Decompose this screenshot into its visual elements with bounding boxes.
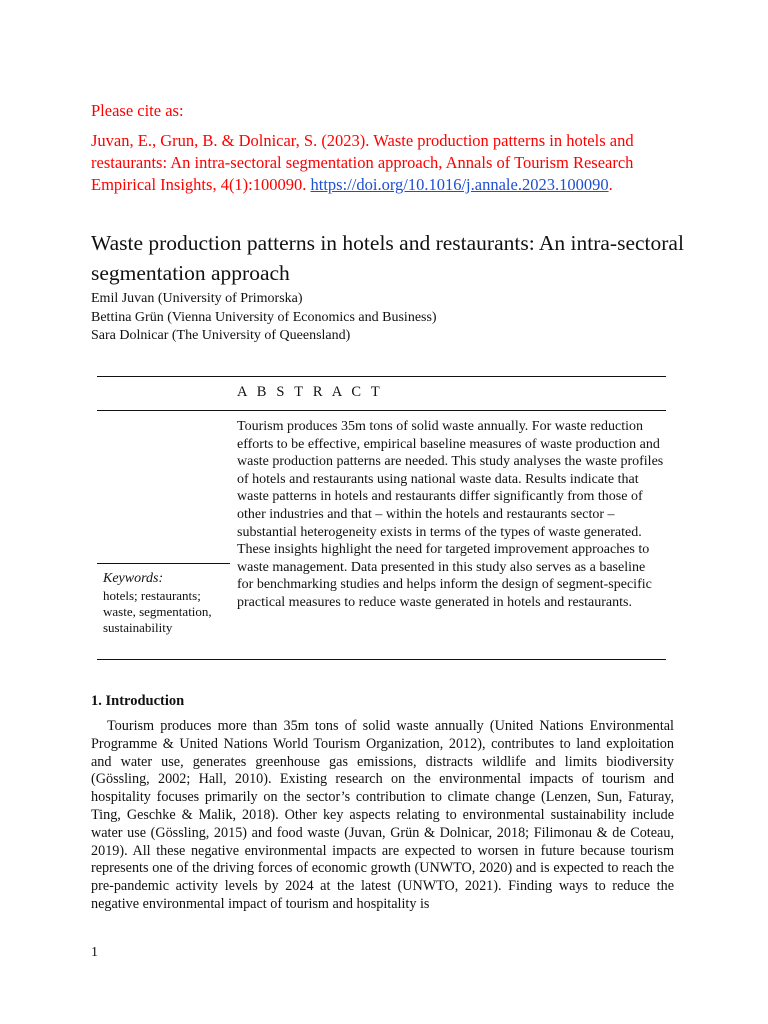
keywords-text: hotels; restaurants; waste, segmentation, sustainability bbox=[103, 588, 212, 635]
author-line: Sara Dolnicar (The University of Queensland) bbox=[91, 328, 351, 343]
introduction-paragraph: Tourism produces more than 35m tons of solid waste annually (United Nations Environmental Programme & United Nations World Tourism Organization, 2012), contributes to land exploitation and water use, generates greenhouse gas emissions, distracts wildlife and limits biodiversity (Gössling, 2002; Hall, 2010). Existing research on the environmental impacts of tourism and hospitality focuses primarily on the sector’s contribution to climate change (Lenzen, Sun, Faturay, Ting, Geschke & Malik, 2018). Other key aspects relating to environmental sustainability include water use (Gössling, 2015) and food waste (Juvan, Grün & Dolnicar, 2018; Filimonau & de Coteau, 2019). All these negative environmental impacts are expected to worsen in future because tourism represents one of the driving forces of economic growth (UNWTO, 2020) and is expected to reach the pre-pandemic activity levels by 2024 at the latest (UNWTO, 2021). Finding ways to reduce the negative environmental impact of tourism and hospitality is bbox=[91, 718, 674, 912]
keywords-label: Keywords: bbox=[103, 571, 164, 586]
cite-heading: Please cite as: bbox=[91, 101, 184, 120]
abstract-header-rule bbox=[97, 410, 666, 411]
doi-link[interactable]: https://doi.org/10.1016/j.annale.2023.100090 bbox=[310, 175, 609, 194]
citation-reference: Juvan, E., Grun, B. & Dolnicar, S. (2023). Waste production patterns in hotels and restaurants: An intra-sectoral segmentation approach, Annals of Tourism Research Empirical Insights, 4(1):100090. bbox=[91, 131, 634, 194]
author-line: Emil Juvan (University of Primorska) bbox=[91, 291, 303, 306]
author-list bbox=[91, 290, 437, 346]
citation-text bbox=[91, 130, 691, 196]
section-heading-introduction: 1. Introduction bbox=[91, 693, 185, 709]
abstract-top-rule bbox=[97, 376, 666, 377]
author-line: Bettina Grün (Vienna University of Economics and Business) bbox=[91, 309, 437, 325]
citation-period: . bbox=[608, 175, 613, 194]
abstract-text: Tourism produces 35m tons of solid waste annually. For waste reduction efforts to be effective, empirical baseline measures of waste production and waste production patterns are needed. This study analyses the waste profiles of hotels and restaurants using national waste data. Results indicate that waste patterns in hotels and restaurants differ significantly from those of other industries and that – within the hotels and restaurants sector – substantial heterogeneity exists in terms of the types of waste generated. These insights highlight the need for targeted improvement approaches to waste management. Data presented in this study also serves as a baseline for benchmarking studies and helps inform the design of segment-specific practical measures to reduce waste generated in hotels and restaurants. bbox=[237, 419, 664, 610]
page-number: 1 bbox=[91, 945, 98, 960]
paper-title: Waste production patterns in hotels and restaurants: An intra-sectoral segmentation approach bbox=[91, 231, 684, 285]
abstract-label: A B S T R A C T bbox=[237, 384, 383, 400]
abstract-bottom-rule bbox=[97, 659, 666, 660]
keywords-rule bbox=[97, 563, 230, 564]
